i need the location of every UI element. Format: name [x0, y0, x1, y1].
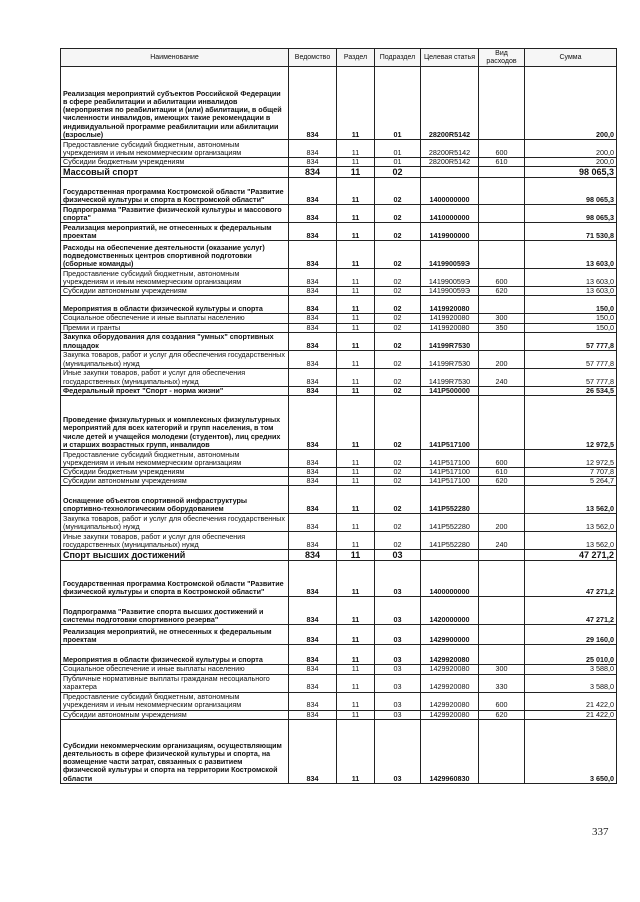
- cell-department: 834: [289, 223, 337, 241]
- cell-section: 11: [337, 550, 375, 561]
- cell-section: 11: [337, 625, 375, 645]
- cell-name: Мероприятия в области физической культуры и спорта: [61, 645, 289, 665]
- cell-name: Закупка оборудования для создания "умных" спортивных площадок: [61, 332, 289, 350]
- table-row: [61, 514, 617, 532]
- header-amount: Сумма: [525, 49, 617, 67]
- header-target-article: Целевая статья: [421, 49, 479, 67]
- cell-name: Социальное обеспечение и иные выплаты населению: [61, 665, 289, 674]
- cell-amount: 200,0: [525, 67, 617, 140]
- cell-name: Публичные нормативные выплаты гражданам несоциального характера: [61, 674, 289, 692]
- cell-expense-type: 240: [479, 368, 525, 386]
- cell-section: 11: [337, 719, 375, 783]
- cell-target-article: [421, 550, 479, 561]
- cell-subsection: 03: [375, 710, 421, 719]
- cell-subsection: 02: [375, 223, 421, 241]
- cell-expense-type: [479, 550, 525, 561]
- cell-department: 834: [289, 514, 337, 532]
- cell-amount: 13 603,0: [525, 287, 617, 296]
- cell-subsection: 03: [375, 665, 421, 674]
- cell-subsection: 03: [375, 719, 421, 783]
- cell-target-article: 1419900000: [421, 223, 479, 241]
- table-header-row: [61, 49, 617, 67]
- cell-department: 834: [289, 486, 337, 514]
- cell-subsection: 02: [375, 368, 421, 386]
- cell-expense-type: [479, 396, 525, 450]
- cell-target-article: 141990059Э: [421, 241, 479, 269]
- cell-section: 11: [337, 287, 375, 296]
- table-row: [61, 532, 617, 550]
- cell-amount: 25 010,0: [525, 645, 617, 665]
- cell-target-article: 1419920080: [421, 314, 479, 323]
- cell-department: 834: [289, 561, 337, 597]
- cell-department: 834: [289, 710, 337, 719]
- cell-expense-type: [479, 597, 525, 625]
- cell-department: 834: [289, 665, 337, 674]
- cell-department: 834: [289, 296, 337, 314]
- cell-expense-type: 620: [479, 710, 525, 719]
- cell-department: 834: [289, 597, 337, 625]
- table-row: [61, 625, 617, 645]
- table-row: [61, 223, 617, 241]
- cell-amount: 5 264,7: [525, 477, 617, 486]
- cell-target-article: 1429960830: [421, 719, 479, 783]
- cell-expense-type: 600: [479, 450, 525, 468]
- cell-amount: 13 603,0: [525, 269, 617, 287]
- cell-section: 11: [337, 314, 375, 323]
- cell-expense-type: [479, 223, 525, 241]
- cell-expense-type: 300: [479, 314, 525, 323]
- cell-amount: 13 562,0: [525, 486, 617, 514]
- cell-section: 11: [337, 332, 375, 350]
- cell-target-article: 14199R7530: [421, 350, 479, 368]
- budget-table: [60, 48, 617, 784]
- cell-subsection: 02: [375, 468, 421, 477]
- cell-name: Массовый спорт: [61, 167, 289, 178]
- cell-department: 834: [289, 140, 337, 158]
- cell-name: Закупка товаров, работ и услуг для обеспечения государственных (муниципальных) нужд: [61, 350, 289, 368]
- cell-section: 11: [337, 710, 375, 719]
- table-row: [61, 178, 617, 205]
- cell-department: 834: [289, 314, 337, 323]
- cell-target-article: 141P552280: [421, 532, 479, 550]
- cell-amount: 150,0: [525, 323, 617, 332]
- cell-name: Субсидии бюджетным учреждениям: [61, 468, 289, 477]
- table-row: [61, 314, 617, 323]
- cell-amount: 57 777,8: [525, 350, 617, 368]
- cell-name: Предоставление субсидий бюджетным, автономным учреждениям и иным некоммерческим организациям: [61, 450, 289, 468]
- table-row: [61, 158, 617, 167]
- cell-amount: 21 422,0: [525, 692, 617, 710]
- cell-target-article: 141P552280: [421, 486, 479, 514]
- cell-subsection: 02: [375, 332, 421, 350]
- cell-subsection: 01: [375, 158, 421, 167]
- cell-amount: 98 065,3: [525, 178, 617, 205]
- cell-subsection: 02: [375, 167, 421, 178]
- cell-amount: 3 588,0: [525, 674, 617, 692]
- cell-section: 11: [337, 450, 375, 468]
- cell-name: Мероприятия в области физической культуры и спорта: [61, 296, 289, 314]
- table-row: [61, 287, 617, 296]
- cell-department: 834: [289, 241, 337, 269]
- cell-section: 11: [337, 597, 375, 625]
- cell-target-article: 1419920080: [421, 296, 479, 314]
- cell-subsection: 02: [375, 314, 421, 323]
- cell-department: 834: [289, 450, 337, 468]
- cell-subsection: 01: [375, 140, 421, 158]
- cell-amount: 3 588,0: [525, 665, 617, 674]
- cell-amount: 200,0: [525, 158, 617, 167]
- cell-subsection: 02: [375, 514, 421, 532]
- cell-section: 11: [337, 140, 375, 158]
- cell-expense-type: [479, 486, 525, 514]
- table-row: [61, 486, 617, 514]
- cell-subsection: 02: [375, 532, 421, 550]
- cell-name: Подпрограмма "Развитие физической культуры и массового спорта": [61, 205, 289, 223]
- cell-expense-type: [479, 205, 525, 223]
- cell-target-article: 1429920080: [421, 645, 479, 665]
- cell-target-article: 1429920080: [421, 692, 479, 710]
- cell-target-article: 1419920080: [421, 323, 479, 332]
- table-row: [61, 396, 617, 450]
- cell-amount: 200,0: [525, 140, 617, 158]
- cell-amount: 98 065,3: [525, 205, 617, 223]
- cell-department: 834: [289, 532, 337, 550]
- table-row: [61, 719, 617, 783]
- cell-name: Иные закупки товаров, работ и услуг для обеспечения государственных (муниципальных) нужд: [61, 532, 289, 550]
- cell-department: 834: [289, 350, 337, 368]
- cell-name: Спорт высших достижений: [61, 550, 289, 561]
- cell-name: Оснащение объектов спортивной инфраструктуры спортивно-технологическим оборудованием: [61, 486, 289, 514]
- cell-name: Государственная программа Костромской области "Развитие физической культуры и спорта в Костромской области": [61, 561, 289, 597]
- table-row: [61, 140, 617, 158]
- cell-target-article: 28200R5142: [421, 67, 479, 140]
- cell-name: Субсидии некоммерческим организациям, осуществляющим деятельность в сфере физической культуры и спорта, на возмещение части затрат, связанных с развитием физической культуры и спорта на территории Костромской области: [61, 719, 289, 783]
- cell-subsection: 02: [375, 241, 421, 269]
- cell-department: 834: [289, 386, 337, 395]
- cell-expense-type: 200: [479, 514, 525, 532]
- cell-target-article: 141P517100: [421, 396, 479, 450]
- table-row: [61, 550, 617, 561]
- cell-subsection: 03: [375, 692, 421, 710]
- table-row: [61, 710, 617, 719]
- cell-expense-type: 600: [479, 692, 525, 710]
- header-department: Ведомство: [289, 49, 337, 67]
- table-row: [61, 67, 617, 140]
- cell-section: 11: [337, 158, 375, 167]
- header-expense-type: Вид расходов: [479, 49, 525, 67]
- cell-target-article: 141P517100: [421, 477, 479, 486]
- cell-department: 834: [289, 468, 337, 477]
- cell-expense-type: 620: [479, 477, 525, 486]
- cell-department: 834: [289, 67, 337, 140]
- cell-section: 11: [337, 223, 375, 241]
- table-body: [61, 67, 617, 784]
- cell-subsection: 02: [375, 486, 421, 514]
- cell-subsection: 01: [375, 67, 421, 140]
- cell-target-article: 1429920080: [421, 710, 479, 719]
- cell-expense-type: [479, 719, 525, 783]
- cell-name: Реализация мероприятий, не отнесенных к федеральным проектам: [61, 625, 289, 645]
- cell-section: 11: [337, 532, 375, 550]
- cell-target-article: 14199R7530: [421, 332, 479, 350]
- cell-subsection: 02: [375, 350, 421, 368]
- cell-name: Предоставление субсидий бюджетным, автономным учреждениям и иным некоммерческим организациям: [61, 692, 289, 710]
- cell-name: Премии и гранты: [61, 323, 289, 332]
- cell-target-article: 141990059Э: [421, 269, 479, 287]
- cell-amount: 12 972,5: [525, 450, 617, 468]
- table-row: [61, 368, 617, 386]
- cell-expense-type: [479, 167, 525, 178]
- cell-section: 11: [337, 396, 375, 450]
- cell-expense-type: 600: [479, 269, 525, 287]
- cell-target-article: 141P552280: [421, 514, 479, 532]
- cell-expense-type: 620: [479, 287, 525, 296]
- cell-subsection: 02: [375, 396, 421, 450]
- cell-subsection: 02: [375, 205, 421, 223]
- cell-department: 834: [289, 269, 337, 287]
- cell-amount: 13 562,0: [525, 514, 617, 532]
- cell-subsection: 02: [375, 269, 421, 287]
- cell-amount: 150,0: [525, 296, 617, 314]
- cell-section: 11: [337, 692, 375, 710]
- table-row: [61, 241, 617, 269]
- table-row: [61, 665, 617, 674]
- cell-target-article: 1429900000: [421, 625, 479, 645]
- cell-target-article: [421, 167, 479, 178]
- cell-amount: 57 777,8: [525, 368, 617, 386]
- cell-amount: 47 271,2: [525, 597, 617, 625]
- cell-amount: 21 422,0: [525, 710, 617, 719]
- cell-name: Иные закупки товаров, работ и услуг для обеспечения государственных (муниципальных) нужд: [61, 368, 289, 386]
- cell-expense-type: [479, 625, 525, 645]
- cell-amount: 71 530,8: [525, 223, 617, 241]
- cell-expense-type: 300: [479, 665, 525, 674]
- table-row: [61, 468, 617, 477]
- table-row: [61, 332, 617, 350]
- cell-section: 11: [337, 665, 375, 674]
- cell-section: 11: [337, 178, 375, 205]
- table-row: [61, 561, 617, 597]
- cell-amount: 12 972,5: [525, 396, 617, 450]
- cell-expense-type: [479, 178, 525, 205]
- cell-amount: 3 650,0: [525, 719, 617, 783]
- table-row: [61, 323, 617, 332]
- cell-subsection: 03: [375, 597, 421, 625]
- cell-section: 11: [337, 561, 375, 597]
- cell-expense-type: [479, 67, 525, 140]
- cell-department: 834: [289, 368, 337, 386]
- cell-subsection: 03: [375, 674, 421, 692]
- cell-name: Предоставление субсидий бюджетным, автономным учреждениям и иным некоммерческим организациям: [61, 269, 289, 287]
- cell-target-article: 1420000000: [421, 597, 479, 625]
- cell-name: Закупка товаров, работ и услуг для обеспечения государственных (муниципальных) нужд: [61, 514, 289, 532]
- cell-department: 834: [289, 477, 337, 486]
- cell-department: 834: [289, 396, 337, 450]
- cell-subsection: 03: [375, 561, 421, 597]
- table-row: [61, 386, 617, 395]
- cell-name: Социальное обеспечение и иные выплаты населению: [61, 314, 289, 323]
- cell-target-article: 141P500000: [421, 386, 479, 395]
- cell-section: 11: [337, 205, 375, 223]
- cell-name: Субсидии автономным учреждениям: [61, 710, 289, 719]
- cell-amount: 47 271,2: [525, 550, 617, 561]
- cell-subsection: 02: [375, 477, 421, 486]
- cell-subsection: 02: [375, 386, 421, 395]
- cell-amount: 13 603,0: [525, 241, 617, 269]
- cell-expense-type: 330: [479, 674, 525, 692]
- table-row: [61, 597, 617, 625]
- cell-section: 11: [337, 269, 375, 287]
- cell-expense-type: [479, 561, 525, 597]
- cell-section: 11: [337, 514, 375, 532]
- cell-target-article: 141990059Э: [421, 287, 479, 296]
- table-row: [61, 296, 617, 314]
- cell-expense-type: 600: [479, 140, 525, 158]
- cell-department: 834: [289, 332, 337, 350]
- cell-amount: 29 160,0: [525, 625, 617, 645]
- cell-expense-type: [479, 296, 525, 314]
- cell-name: Предоставление субсидий бюджетным, автономным учреждениям и иным некоммерческим организациям: [61, 140, 289, 158]
- cell-section: 11: [337, 645, 375, 665]
- cell-department: 834: [289, 674, 337, 692]
- cell-department: 834: [289, 167, 337, 178]
- table-row: [61, 645, 617, 665]
- cell-target-article: 1429920080: [421, 674, 479, 692]
- cell-section: 11: [337, 67, 375, 140]
- cell-department: 834: [289, 719, 337, 783]
- cell-amount: 150,0: [525, 314, 617, 323]
- table-row: [61, 269, 617, 287]
- cell-section: 11: [337, 241, 375, 269]
- cell-name: Реализация мероприятий, не отнесенных к федеральным проектам: [61, 223, 289, 241]
- cell-expense-type: [479, 332, 525, 350]
- cell-expense-type: [479, 645, 525, 665]
- cell-name: Проведение физкультурных и комплексных физкультурных мероприятий для всех категорий и групп населения, в том числе детей и учащейся молодежи (студентов), лиц средних и старших возрастных групп, инвалидов: [61, 396, 289, 450]
- cell-amount: 26 534,5: [525, 386, 617, 395]
- cell-name: Расходы на обеспечение деятельности (оказание услуг) подведомственных центров спортивной подготовки (сборные команды): [61, 241, 289, 269]
- cell-amount: 47 271,2: [525, 561, 617, 597]
- cell-expense-type: 610: [479, 468, 525, 477]
- cell-section: 11: [337, 167, 375, 178]
- header-name: Наименование: [61, 49, 289, 67]
- cell-subsection: 02: [375, 178, 421, 205]
- cell-subsection: 02: [375, 296, 421, 314]
- cell-section: 11: [337, 674, 375, 692]
- cell-target-article: 1400000000: [421, 178, 479, 205]
- page-number: 337: [592, 826, 609, 838]
- cell-target-article: 1400000000: [421, 561, 479, 597]
- cell-department: 834: [289, 323, 337, 332]
- cell-subsection: 03: [375, 625, 421, 645]
- cell-target-article: 28200R5142: [421, 158, 479, 167]
- table-row: [61, 477, 617, 486]
- cell-amount: 13 562,0: [525, 532, 617, 550]
- cell-section: 11: [337, 323, 375, 332]
- cell-name: Субсидии автономным учреждениям: [61, 287, 289, 296]
- cell-amount: 98 065,3: [525, 167, 617, 178]
- cell-expense-type: 610: [479, 158, 525, 167]
- cell-expense-type: [479, 241, 525, 269]
- cell-expense-type: [479, 386, 525, 395]
- cell-department: 834: [289, 158, 337, 167]
- table-row: [61, 692, 617, 710]
- cell-subsection: 02: [375, 323, 421, 332]
- cell-name: Государственная программа Костромской области "Развитие физической культуры и спорта в Костромской области": [61, 178, 289, 205]
- cell-subsection: 02: [375, 287, 421, 296]
- cell-department: 834: [289, 205, 337, 223]
- cell-name: Реализация мероприятий субъектов Российской Федерации в сфере реабилитации и абилитации инвалидов (мероприятия по реабилитации и (или) абилитации, в общей численности инвалидов, имеющих такие рекомендации в индивидуальной программе реабилитации или абилитации (взрослые): [61, 67, 289, 140]
- cell-target-article: 1429920080: [421, 665, 479, 674]
- header-section: Раздел: [337, 49, 375, 67]
- cell-department: 834: [289, 645, 337, 665]
- cell-target-article: 14199R7530: [421, 368, 479, 386]
- cell-section: 11: [337, 477, 375, 486]
- cell-name: Субсидии бюджетным учреждениям: [61, 158, 289, 167]
- cell-department: 834: [289, 287, 337, 296]
- cell-section: 11: [337, 368, 375, 386]
- cell-department: 834: [289, 692, 337, 710]
- cell-target-article: 1410000000: [421, 205, 479, 223]
- cell-subsection: 03: [375, 550, 421, 561]
- cell-name: Федеральный проект "Спорт - норма жизни": [61, 386, 289, 395]
- cell-section: 11: [337, 386, 375, 395]
- cell-section: 11: [337, 350, 375, 368]
- cell-expense-type: 350: [479, 323, 525, 332]
- cell-department: 834: [289, 550, 337, 561]
- cell-target-article: 28200R5142: [421, 140, 479, 158]
- cell-name: Субсидии автономным учреждениям: [61, 477, 289, 486]
- cell-subsection: 02: [375, 450, 421, 468]
- table-row: [61, 674, 617, 692]
- cell-subsection: 03: [375, 645, 421, 665]
- cell-department: 834: [289, 178, 337, 205]
- table-row: [61, 205, 617, 223]
- table-row: [61, 350, 617, 368]
- table-row: [61, 450, 617, 468]
- cell-amount: 57 777,8: [525, 332, 617, 350]
- cell-target-article: 141P517100: [421, 468, 479, 477]
- cell-section: 11: [337, 296, 375, 314]
- cell-expense-type: 200: [479, 350, 525, 368]
- cell-expense-type: 240: [479, 532, 525, 550]
- cell-department: 834: [289, 625, 337, 645]
- cell-section: 11: [337, 468, 375, 477]
- cell-target-article: 141P517100: [421, 450, 479, 468]
- cell-name: Подпрограмма "Развитие спорта высших достижений и системы подготовки спортивного резерва": [61, 597, 289, 625]
- cell-amount: 7 707,8: [525, 468, 617, 477]
- header-subsection: Подраздел: [375, 49, 421, 67]
- table-row: [61, 167, 617, 178]
- cell-section: 11: [337, 486, 375, 514]
